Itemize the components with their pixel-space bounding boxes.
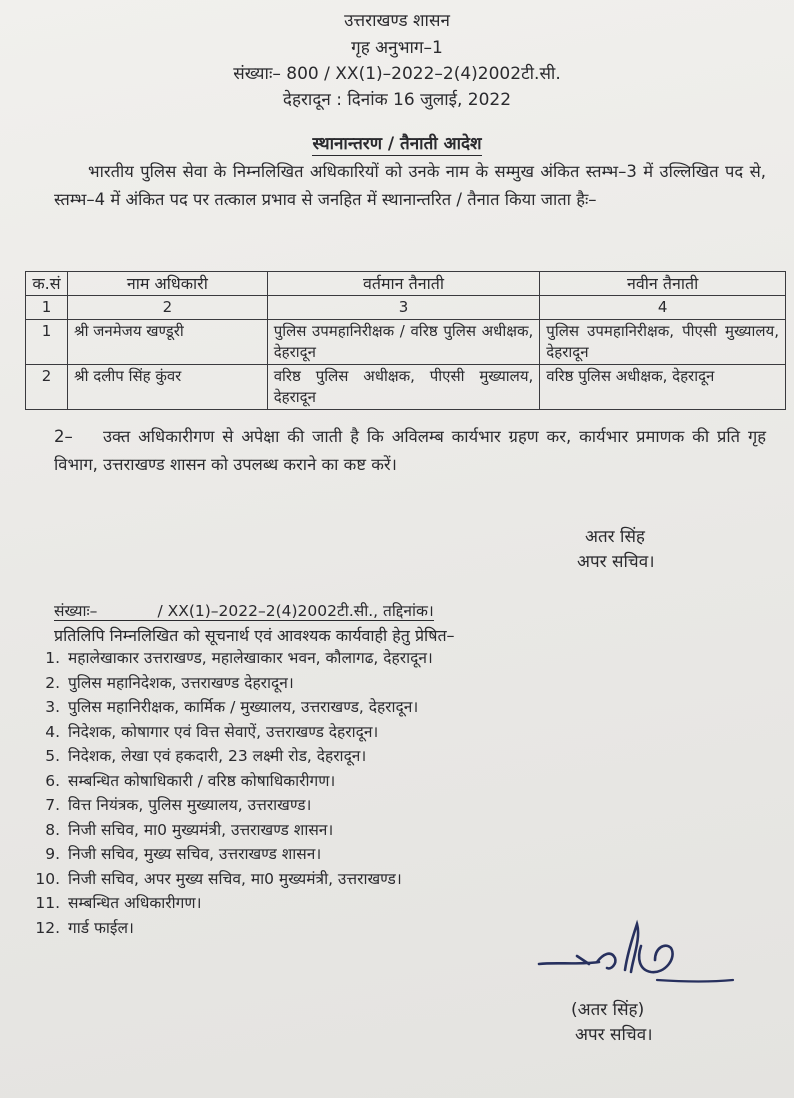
place-date: देहरादून : दिनांक 16 जुलाई, 2022 <box>282 90 512 110</box>
header-section: गृह अनुभाग–1 <box>351 38 443 58</box>
intro-paragraph: भारतीय पुलिस सेवा के निम्नलिखित अधिकारियों को उनके नाम के सम्मुख अंकित स्तम्भ–3 में उल्लिखित पद से, स्तम्भ–4 में अंकित पद पर तत्काल प्रभाव से जनहित में स्थानान्तरित / तैनात किया जाता हैः– <box>54 162 766 209</box>
column-number: 4 <box>540 296 786 320</box>
column-number: 1 <box>26 296 68 320</box>
list-item <box>28 818 433 843</box>
list-item-number: 4. <box>45 722 60 741</box>
row-officer-name: श्री दलीप सिंह कुंवर <box>67 365 267 410</box>
list-item-number: 10. <box>35 869 60 888</box>
list-item <box>28 842 433 867</box>
table-row <box>26 365 786 410</box>
list-item <box>28 671 433 696</box>
list-item-number: 12. <box>35 918 60 937</box>
list-item <box>28 916 433 941</box>
list-item <box>28 744 433 769</box>
list-item-number: 5. <box>45 747 60 765</box>
list-item-text: पुलिस महानिरीक्षक, कार्मिक / मुख्यालय, उत्तराखण्ड, देहरादून। <box>68 698 419 716</box>
list-item-number: 7. <box>45 796 60 814</box>
list-item <box>28 695 433 720</box>
list-item-text: निजी सचिव, मा0 मुख्यमंत्री, उत्तराखण्ड शासन। <box>68 820 334 839</box>
signatory-name-bracketed: (अतर सिंह) <box>571 1000 645 1020</box>
list-item-text: पुलिस महानिदेशक, उत्तराखण्ड देहरादून। <box>68 673 294 692</box>
paragraph-2: 2– उक्त अधिकारीगण से अपेक्षा की जाती है कि अविलम्ब कार्यभार ग्रहण कर, कार्यभार प्रमाणक की प्रति गृह विभाग, उत्तराखण्ड शासन को उपलब्ध कराने का कष्ट करें। <box>54 423 766 478</box>
column-number: 2 <box>67 296 267 320</box>
header-current-posting: वर्तमान तैनाती <box>267 272 540 296</box>
handwritten-signature-icon <box>537 918 737 992</box>
signatory-designation: अपर सचिव। <box>575 1025 653 1045</box>
transfer-table <box>25 271 786 410</box>
column-number: 3 <box>267 296 540 320</box>
column-number-row <box>26 296 786 320</box>
list-item-number: 3. <box>45 698 60 716</box>
list-item <box>28 720 433 745</box>
list-item-number: 2. <box>45 673 60 692</box>
order-number: संख्याः– 800 / XX(1)–2022–2(4)2002टी.सी. <box>233 64 561 84</box>
row-new-posting: पुलिस उपमहानिरीक्षक, पीएसी मुख्यालय, देहरादून <box>540 320 786 365</box>
list-item-number: 1. <box>45 649 60 667</box>
list-item-text: निदेशक, कोषागार एवं वित्त सेवाऐं, उत्तराखण्ड देहरादून। <box>68 722 379 741</box>
row-new-posting: वरिष्ठ पुलिस अधीक्षक, देहरादून <box>540 365 786 410</box>
list-item-number: 8. <box>45 820 60 839</box>
row-officer-name: श्री जनमेजय खण्डूरी <box>67 320 267 365</box>
list-item <box>28 867 433 892</box>
row-serial: 1 <box>26 320 68 365</box>
list-item-number: 11. <box>35 894 60 912</box>
row-current-posting: वरिष्ठ पुलिस अधीक्षक, पीएसी मुख्यालय, देहरादून <box>267 365 540 410</box>
header-officer-name: नाम अधिकारी <box>67 272 267 296</box>
list-item-text: सम्बन्धित अधिकारीगण। <box>68 894 202 912</box>
signatory-name: अतर सिंह <box>585 527 645 547</box>
list-item-text: निदेशक, लेखा एवं हकदारी, 23 लक्ष्मी रोड, देहरादून। <box>68 747 367 765</box>
header-new-posting: नवीन तैनाती <box>540 272 786 296</box>
list-item-text: महालेखाकार उत्तराखण्ड, महालेखाकार भवन, कौलागढ, देहरादून। <box>68 649 433 667</box>
order-title: स्थानान्तरण / तैनाती आदेश <box>312 134 482 154</box>
header-serial: क.सं <box>26 272 68 296</box>
list-item-number: 6. <box>45 771 60 790</box>
list-item-text: वित्त नियंत्रक, पुलिस मुख्यालय, उत्तराखण्ड। <box>68 796 312 814</box>
row-current-posting: पुलिस उपमहानिरीक्षक / वरिष्ठ पुलिस अधीक्षक, देहरादून <box>267 320 540 365</box>
distribution-list <box>28 646 433 940</box>
list-item <box>28 891 433 916</box>
list-item-text: गार्ड फाईल। <box>68 918 134 937</box>
signatory-designation: अपर सचिव। <box>577 552 655 572</box>
list-item-text: सम्बन्धित कोषाधिकारी / वरिष्ठ कोषाधिकारीगण। <box>68 771 336 790</box>
table-row <box>26 320 786 365</box>
paragraph-number: 2– <box>54 427 73 446</box>
list-item <box>28 646 433 671</box>
list-item-text: निजी सचिव, अपर मुख्य सचिव, मा0 मुख्यमंत्री, उत्तराखण्ड। <box>68 869 402 888</box>
copy-intro: प्रतिलिपि निम्नलिखित को सूचनार्थ एवं आवश्यक कार्यवाही हेतु प्रेषित– <box>54 626 455 645</box>
row-serial: 2 <box>26 365 68 410</box>
header-government: उत्तराखण्ड शासन <box>344 11 450 31</box>
list-item <box>28 793 433 818</box>
list-item <box>28 769 433 794</box>
table-header-row <box>26 272 786 296</box>
reference-number: संख्याः– / XX(1)–2022–2(4)2002टी.सी., तद्दिनांक। <box>54 602 434 620</box>
list-item-number: 9. <box>45 845 60 863</box>
list-item-text: निजी सचिव, मुख्य सचिव, उत्तराखण्ड शासन। <box>68 845 322 863</box>
